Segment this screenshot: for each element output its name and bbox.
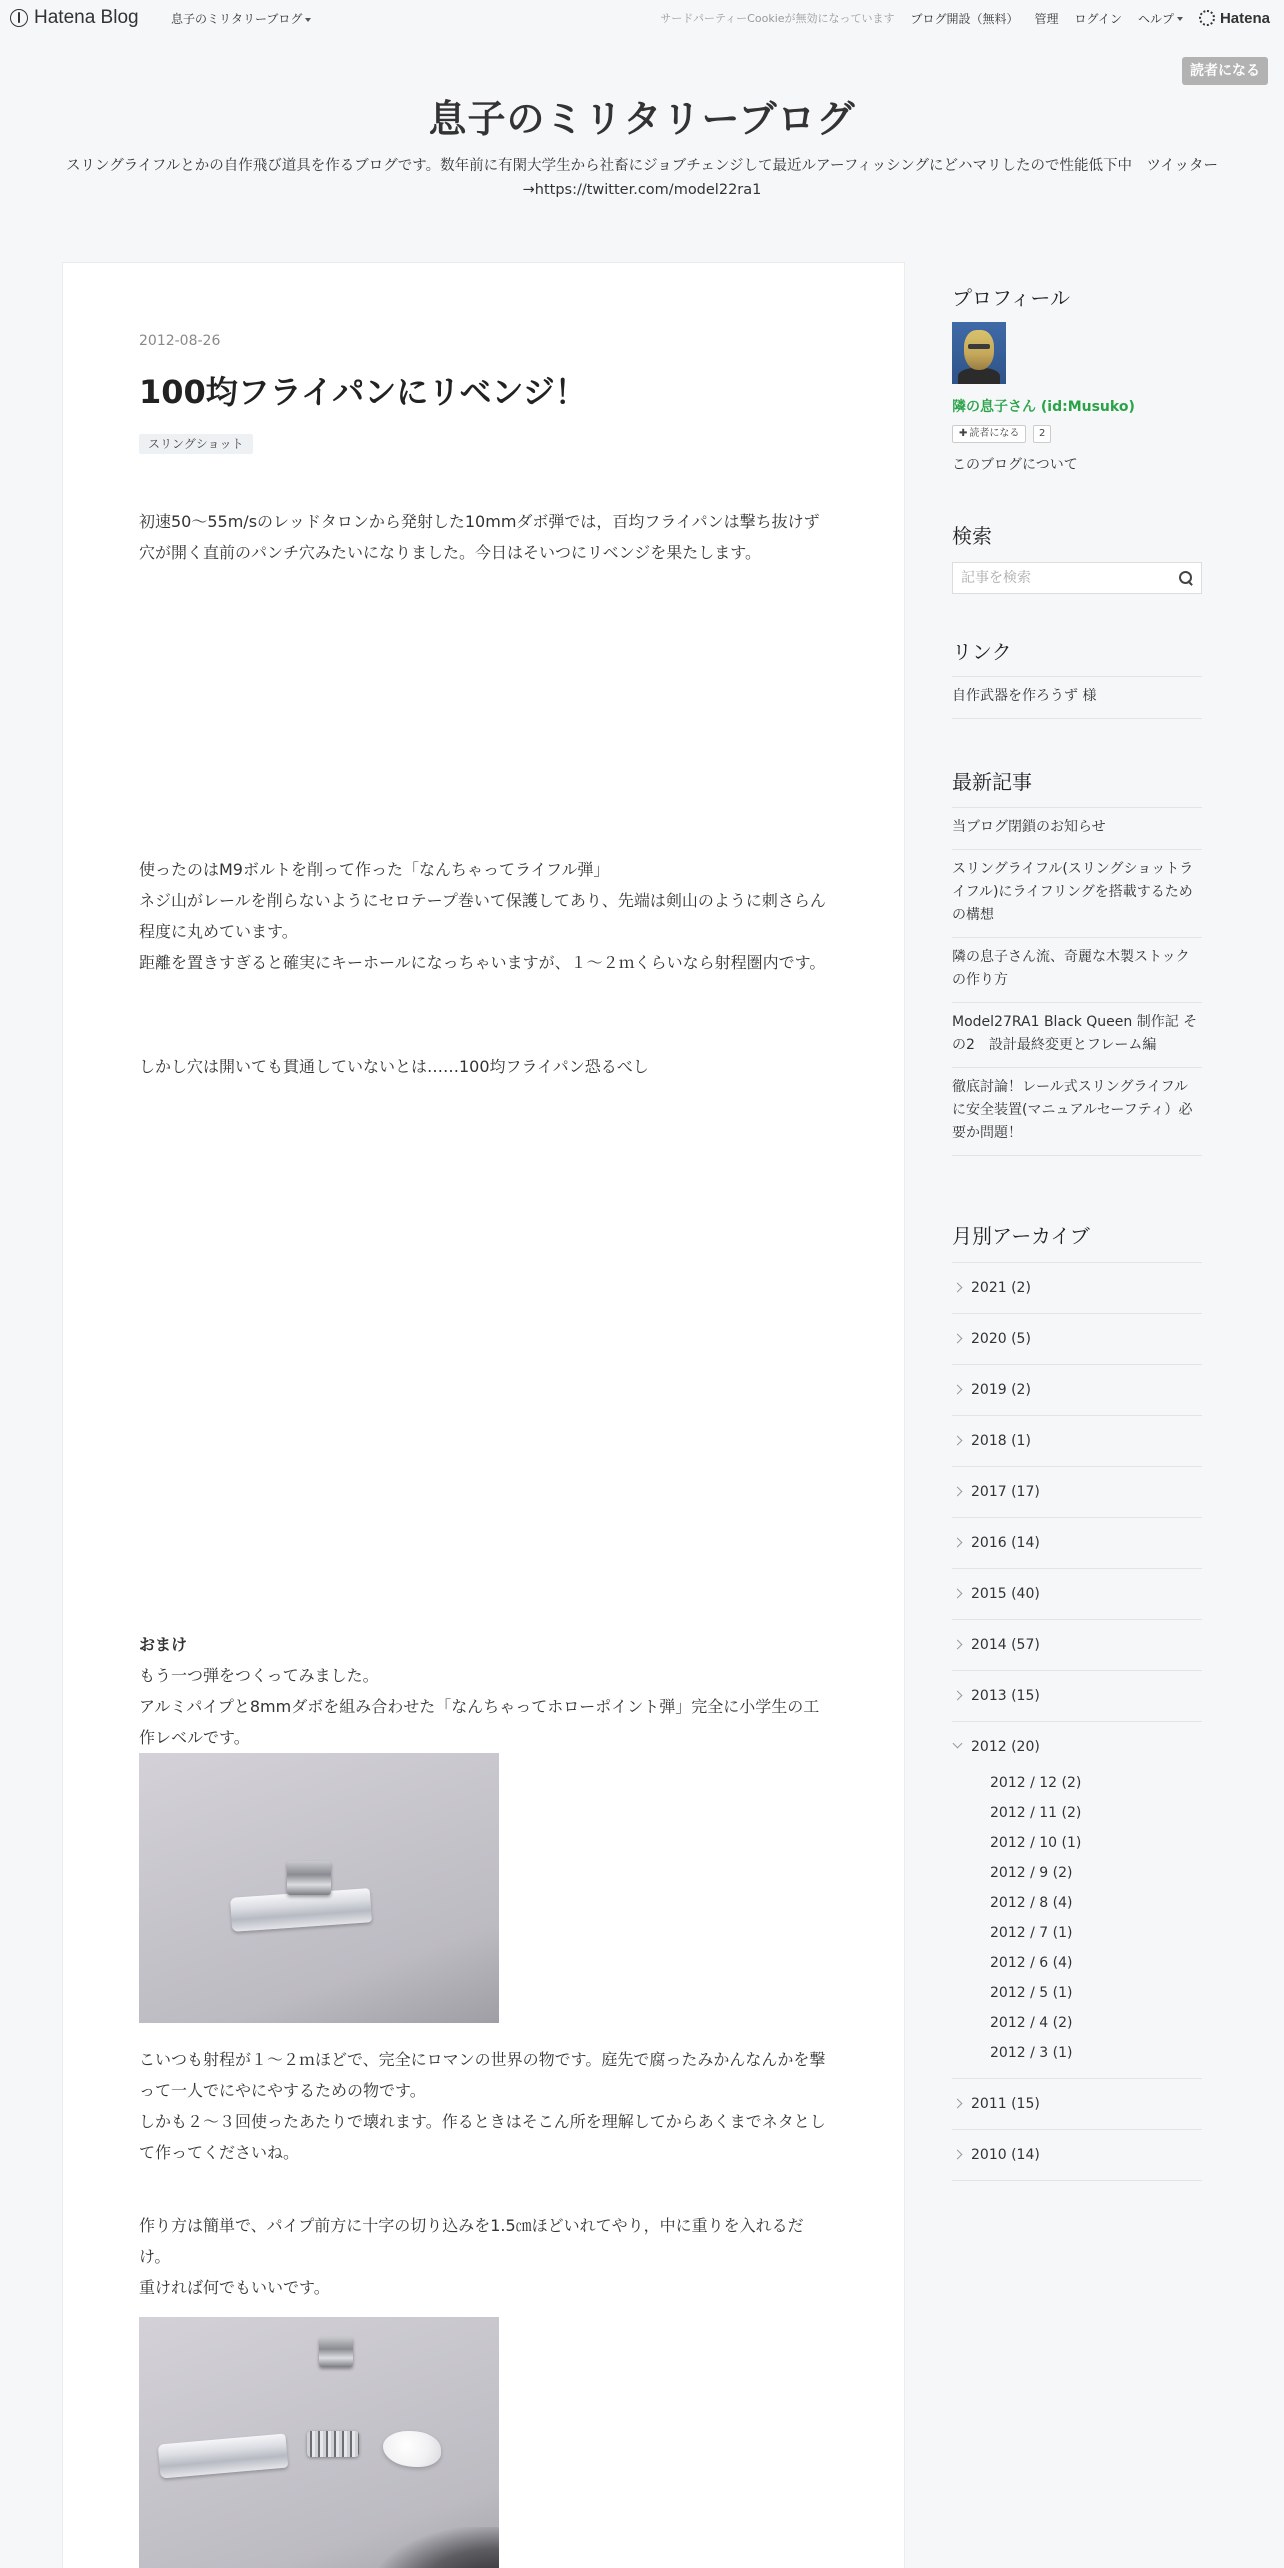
omake-heading: おまけ bbox=[139, 1635, 188, 1654]
hatena-label: Hatena bbox=[1219, 9, 1270, 27]
archive-month[interactable]: 2012 / 11 (2) bbox=[990, 1805, 1082, 1821]
recent-entry[interactable]: 隣の息子さん流、奇麗な木製ストックの作り方 bbox=[952, 938, 1202, 1003]
archive-year-row bbox=[952, 1263, 1202, 1314]
archive-year[interactable] bbox=[952, 1314, 1202, 1364]
archive-year[interactable] bbox=[952, 1620, 1202, 1670]
profile-title: プロフィール bbox=[952, 286, 1070, 310]
recent-entry[interactable]: Model27RA1 Black Queen 制作記 その2 設計最終変更とフレーム編 bbox=[952, 1003, 1202, 1068]
chevron-right-icon bbox=[953, 1487, 963, 1497]
archive-year-row bbox=[952, 1416, 1202, 1467]
archive-year-row bbox=[952, 1569, 1202, 1620]
bullet-parts-photo[interactable] bbox=[139, 2317, 499, 2568]
profile-name-link[interactable]: 隣の息子さん (id:Musuko) bbox=[952, 399, 1135, 415]
archive-year[interactable] bbox=[952, 1263, 1202, 1313]
archive-month[interactable]: 2012 / 10 (1) bbox=[990, 1835, 1082, 1851]
chevron-right-icon bbox=[953, 1283, 963, 1293]
entry-date[interactable]: 2012-08-26 bbox=[139, 333, 221, 349]
pipe-shape bbox=[158, 2433, 288, 2478]
caret-down-icon bbox=[1177, 17, 1183, 21]
archive-month[interactable]: 2012 / 6 (4) bbox=[990, 1955, 1073, 1971]
archive-year[interactable] bbox=[952, 2079, 1202, 2129]
archive-year-label: 2017 (17) bbox=[971, 1484, 1040, 1500]
entry-paragraph-6: もう一つ弾をつくってみました。 bbox=[139, 1666, 379, 1685]
login-link[interactable]: ログイン bbox=[1074, 11, 1122, 26]
entry-paragraph-3: ネジ山がレールを削らないようにセロテープ巻いて保護してあり、先端は剣山のように刺さらん程度に丸めています。 bbox=[139, 891, 826, 941]
recent-entry[interactable]: 徹底討論！レール式スリングライフルに安全装置(マニュアルセーフティ）必要か問題！ bbox=[952, 1068, 1202, 1156]
entry-paragraph-8: こいつも射程が１〜２ｍほどで、完全にロマンの世界の物です。庭先で腐ったみかんなんかを撃って一人でにやにやするための物です。 bbox=[139, 2050, 826, 2100]
open-blog-link[interactable]: ブログ開設（無料） bbox=[910, 11, 1019, 26]
blog-menu-dropdown[interactable] bbox=[171, 10, 311, 27]
archive-month-list bbox=[952, 1768, 1202, 2078]
archive-year-row bbox=[952, 1365, 1202, 1416]
link-item[interactable]: 自作武器を作ろうず 様 bbox=[952, 677, 1202, 719]
search-icon[interactable] bbox=[1179, 571, 1193, 585]
chevron-right-icon bbox=[953, 1589, 963, 1599]
about-blog-link[interactable]: このブログについて bbox=[952, 457, 1078, 473]
logo-text: Hatena Blog bbox=[34, 7, 139, 28]
entry-paragraph-9: しかも２〜３回使ったあたりで壊れます。作るときはそこん所を理解してからあくまでネタとして作ってくださいね。 bbox=[139, 2112, 826, 2162]
archive-year-label: 2011 (15) bbox=[971, 2096, 1040, 2112]
archive-year-label: 2012 (20) bbox=[971, 1739, 1040, 1755]
archive-year-row bbox=[952, 1671, 1202, 1722]
link-list bbox=[952, 676, 1202, 719]
avatar[interactable] bbox=[952, 322, 1006, 384]
archive-year-label: 2020 (5) bbox=[971, 1331, 1031, 1347]
cookie-notice: サードパーティーCookieが無効になっています bbox=[660, 12, 895, 25]
reader-button-label: 読者になる bbox=[969, 428, 1020, 439]
entry-paragraph-5: しかし穴は開いても貫通していないとは……100均フライパン恐るべし bbox=[139, 1057, 649, 1076]
archive-year-label: 2015 (40) bbox=[971, 1586, 1040, 1602]
chevron-right-icon bbox=[953, 1334, 963, 1344]
blog-menu-label: 息子のミリタリーブログ bbox=[171, 12, 303, 26]
archive-year-row bbox=[952, 2130, 1202, 2181]
archive-month[interactable]: 2012 / 9 (2) bbox=[990, 1865, 1073, 1881]
archive-year-label: 2021 (2) bbox=[971, 1280, 1031, 1296]
archive-month[interactable]: 2012 / 3 (1) bbox=[990, 2045, 1073, 2061]
hollow-point-bullet-photo[interactable] bbox=[139, 1753, 499, 2023]
entry-article bbox=[62, 262, 905, 2568]
bolt-shape bbox=[307, 2431, 359, 2457]
chevron-right-icon bbox=[953, 1385, 963, 1395]
blog-description: スリングライフルとかの自作飛び道具を作るブログです。数年前に有閑大学生から社畜にジョブチェンジして最近ルアーフィッシングにどハマリしたので性能低下中 ツイッター→https://twitter.com/model22ra1 bbox=[65, 158, 1219, 198]
archive-year[interactable] bbox=[952, 1569, 1202, 1619]
blog-title-text: 息子のミリタリーブログ bbox=[428, 97, 856, 141]
archive-year[interactable] bbox=[952, 1365, 1202, 1415]
hatena-logo-icon bbox=[1199, 10, 1215, 26]
blog-title[interactable] bbox=[0, 88, 1284, 143]
admin-link[interactable]: 管理 bbox=[1034, 11, 1059, 26]
help-label: ヘルプ bbox=[1137, 11, 1174, 26]
chevron-right-icon bbox=[953, 2150, 963, 2160]
photo-shadow bbox=[379, 2527, 499, 2568]
tissue-shape bbox=[383, 2431, 441, 2467]
hatena-blog-logo[interactable] bbox=[10, 7, 139, 29]
subscribe-button[interactable]: 読者になる bbox=[1182, 57, 1268, 85]
avatar-body bbox=[958, 368, 1000, 384]
archive-month[interactable]: 2012 / 4 (2) bbox=[990, 2015, 1073, 2031]
archive-year-row bbox=[952, 1467, 1202, 1518]
chevron-right-icon bbox=[953, 2099, 963, 2109]
link-title: リンク bbox=[952, 640, 1012, 664]
chevron-right-icon bbox=[953, 1640, 963, 1650]
avatar-eyes bbox=[968, 344, 990, 349]
archive-year[interactable] bbox=[952, 2130, 1202, 2180]
archive-year-row bbox=[952, 1314, 1202, 1365]
hatena-menu[interactable] bbox=[1199, 10, 1270, 27]
archive-year-label: 2014 (57) bbox=[971, 1637, 1040, 1653]
archive-year-label: 2013 (15) bbox=[971, 1688, 1040, 1704]
archive-year[interactable] bbox=[952, 1467, 1202, 1517]
chevron-right-icon bbox=[953, 1538, 963, 1548]
recent-entry[interactable]: スリングライフル(スリングショットライフル)にライフリングを搭載するための構想 bbox=[952, 850, 1202, 938]
archive-title: 月別アーカイブ bbox=[952, 1224, 1090, 1248]
entry-paragraph-4: 距離を置きすぎると確実にキーホールになっちゃいますが、１〜２ｍくらいなら射程圏内です。 bbox=[139, 953, 826, 972]
entry-category-tag[interactable]: スリングショット bbox=[139, 434, 253, 454]
archive-year-label: 2016 (14) bbox=[971, 1535, 1040, 1551]
archive-year-row bbox=[952, 1620, 1202, 1671]
search-title: 検索 bbox=[952, 524, 992, 548]
avatar-face bbox=[964, 330, 994, 370]
archive-year-label: 2018 (1) bbox=[971, 1433, 1031, 1449]
nut-shape bbox=[287, 1861, 331, 1895]
reader-button[interactable] bbox=[952, 425, 1026, 443]
reader-count[interactable]: 2 bbox=[1033, 425, 1051, 443]
entry-paragraph-11: 重ければ何でもいいです。 bbox=[139, 2278, 330, 2297]
header-right-nav bbox=[660, 0, 1284, 36]
archive-list bbox=[952, 1262, 1202, 2181]
nut-shape bbox=[319, 2337, 353, 2367]
caret-down-icon bbox=[305, 18, 311, 22]
search-input[interactable] bbox=[953, 563, 1167, 593]
archive-month[interactable]: 2012 / 8 (4) bbox=[990, 1895, 1073, 1911]
hatena-blog-logo-icon bbox=[10, 9, 28, 27]
entry-title[interactable]: 100均フライパンにリベンジ！ bbox=[139, 373, 587, 411]
archive-year-label: 2010 (14) bbox=[971, 2147, 1040, 2163]
archive-month[interactable]: 2012 / 12 (2) bbox=[990, 1775, 1082, 1791]
archive-year[interactable] bbox=[952, 1722, 1202, 1770]
recent-entry[interactable]: 当ブログ閉鎖のお知らせ bbox=[952, 808, 1202, 850]
chevron-down-icon bbox=[953, 1739, 963, 1749]
help-menu[interactable] bbox=[1138, 10, 1183, 27]
entry-paragraph-10: 作り方は簡単で、パイプ前方に十字の切り込みを1.5㎝ほどいれてやり，中に重りを入れるだけ。 bbox=[139, 2216, 804, 2266]
plus-icon: ✚ bbox=[959, 428, 968, 439]
archive-year-row bbox=[952, 1518, 1202, 1569]
archive-year[interactable] bbox=[952, 1416, 1202, 1466]
chevron-right-icon bbox=[953, 1691, 963, 1701]
archive-year-row bbox=[952, 2079, 1202, 2130]
archive-month[interactable]: 2012 / 5 (1) bbox=[990, 1985, 1073, 2001]
archive-year-label: 2019 (2) bbox=[971, 1382, 1031, 1398]
chevron-right-icon bbox=[953, 1436, 963, 1446]
entry-paragraph-2: 使ったのはM9ボルトを削って作った「なんちゃってライフル弾」 bbox=[139, 860, 610, 879]
entry-paragraph-1: 初速50〜55m/sのレッドタロンから発射した10mmダボ弾では，百均フライパンは撃ち抜けず穴が開く直前のパンチ穴みたいになりました。今日はそいつにリベンジを果たします。 bbox=[139, 512, 820, 562]
archive-year[interactable] bbox=[952, 1518, 1202, 1568]
search-box bbox=[952, 562, 1202, 594]
recent-entries-list bbox=[952, 807, 1202, 1156]
recent-entries-title: 最新記事 bbox=[952, 770, 1032, 794]
archive-month[interactable]: 2012 / 7 (1) bbox=[990, 1925, 1073, 1941]
global-header bbox=[0, 0, 1284, 36]
archive-year[interactable] bbox=[952, 1671, 1202, 1721]
entry-paragraph-7: アルミパイプと8mmダボを組み合わせた「なんちゃってホローポイント弾」完全に小学生の工作レベルです。 bbox=[139, 1697, 820, 1747]
archive-year-row-expanded bbox=[952, 1722, 1202, 2079]
